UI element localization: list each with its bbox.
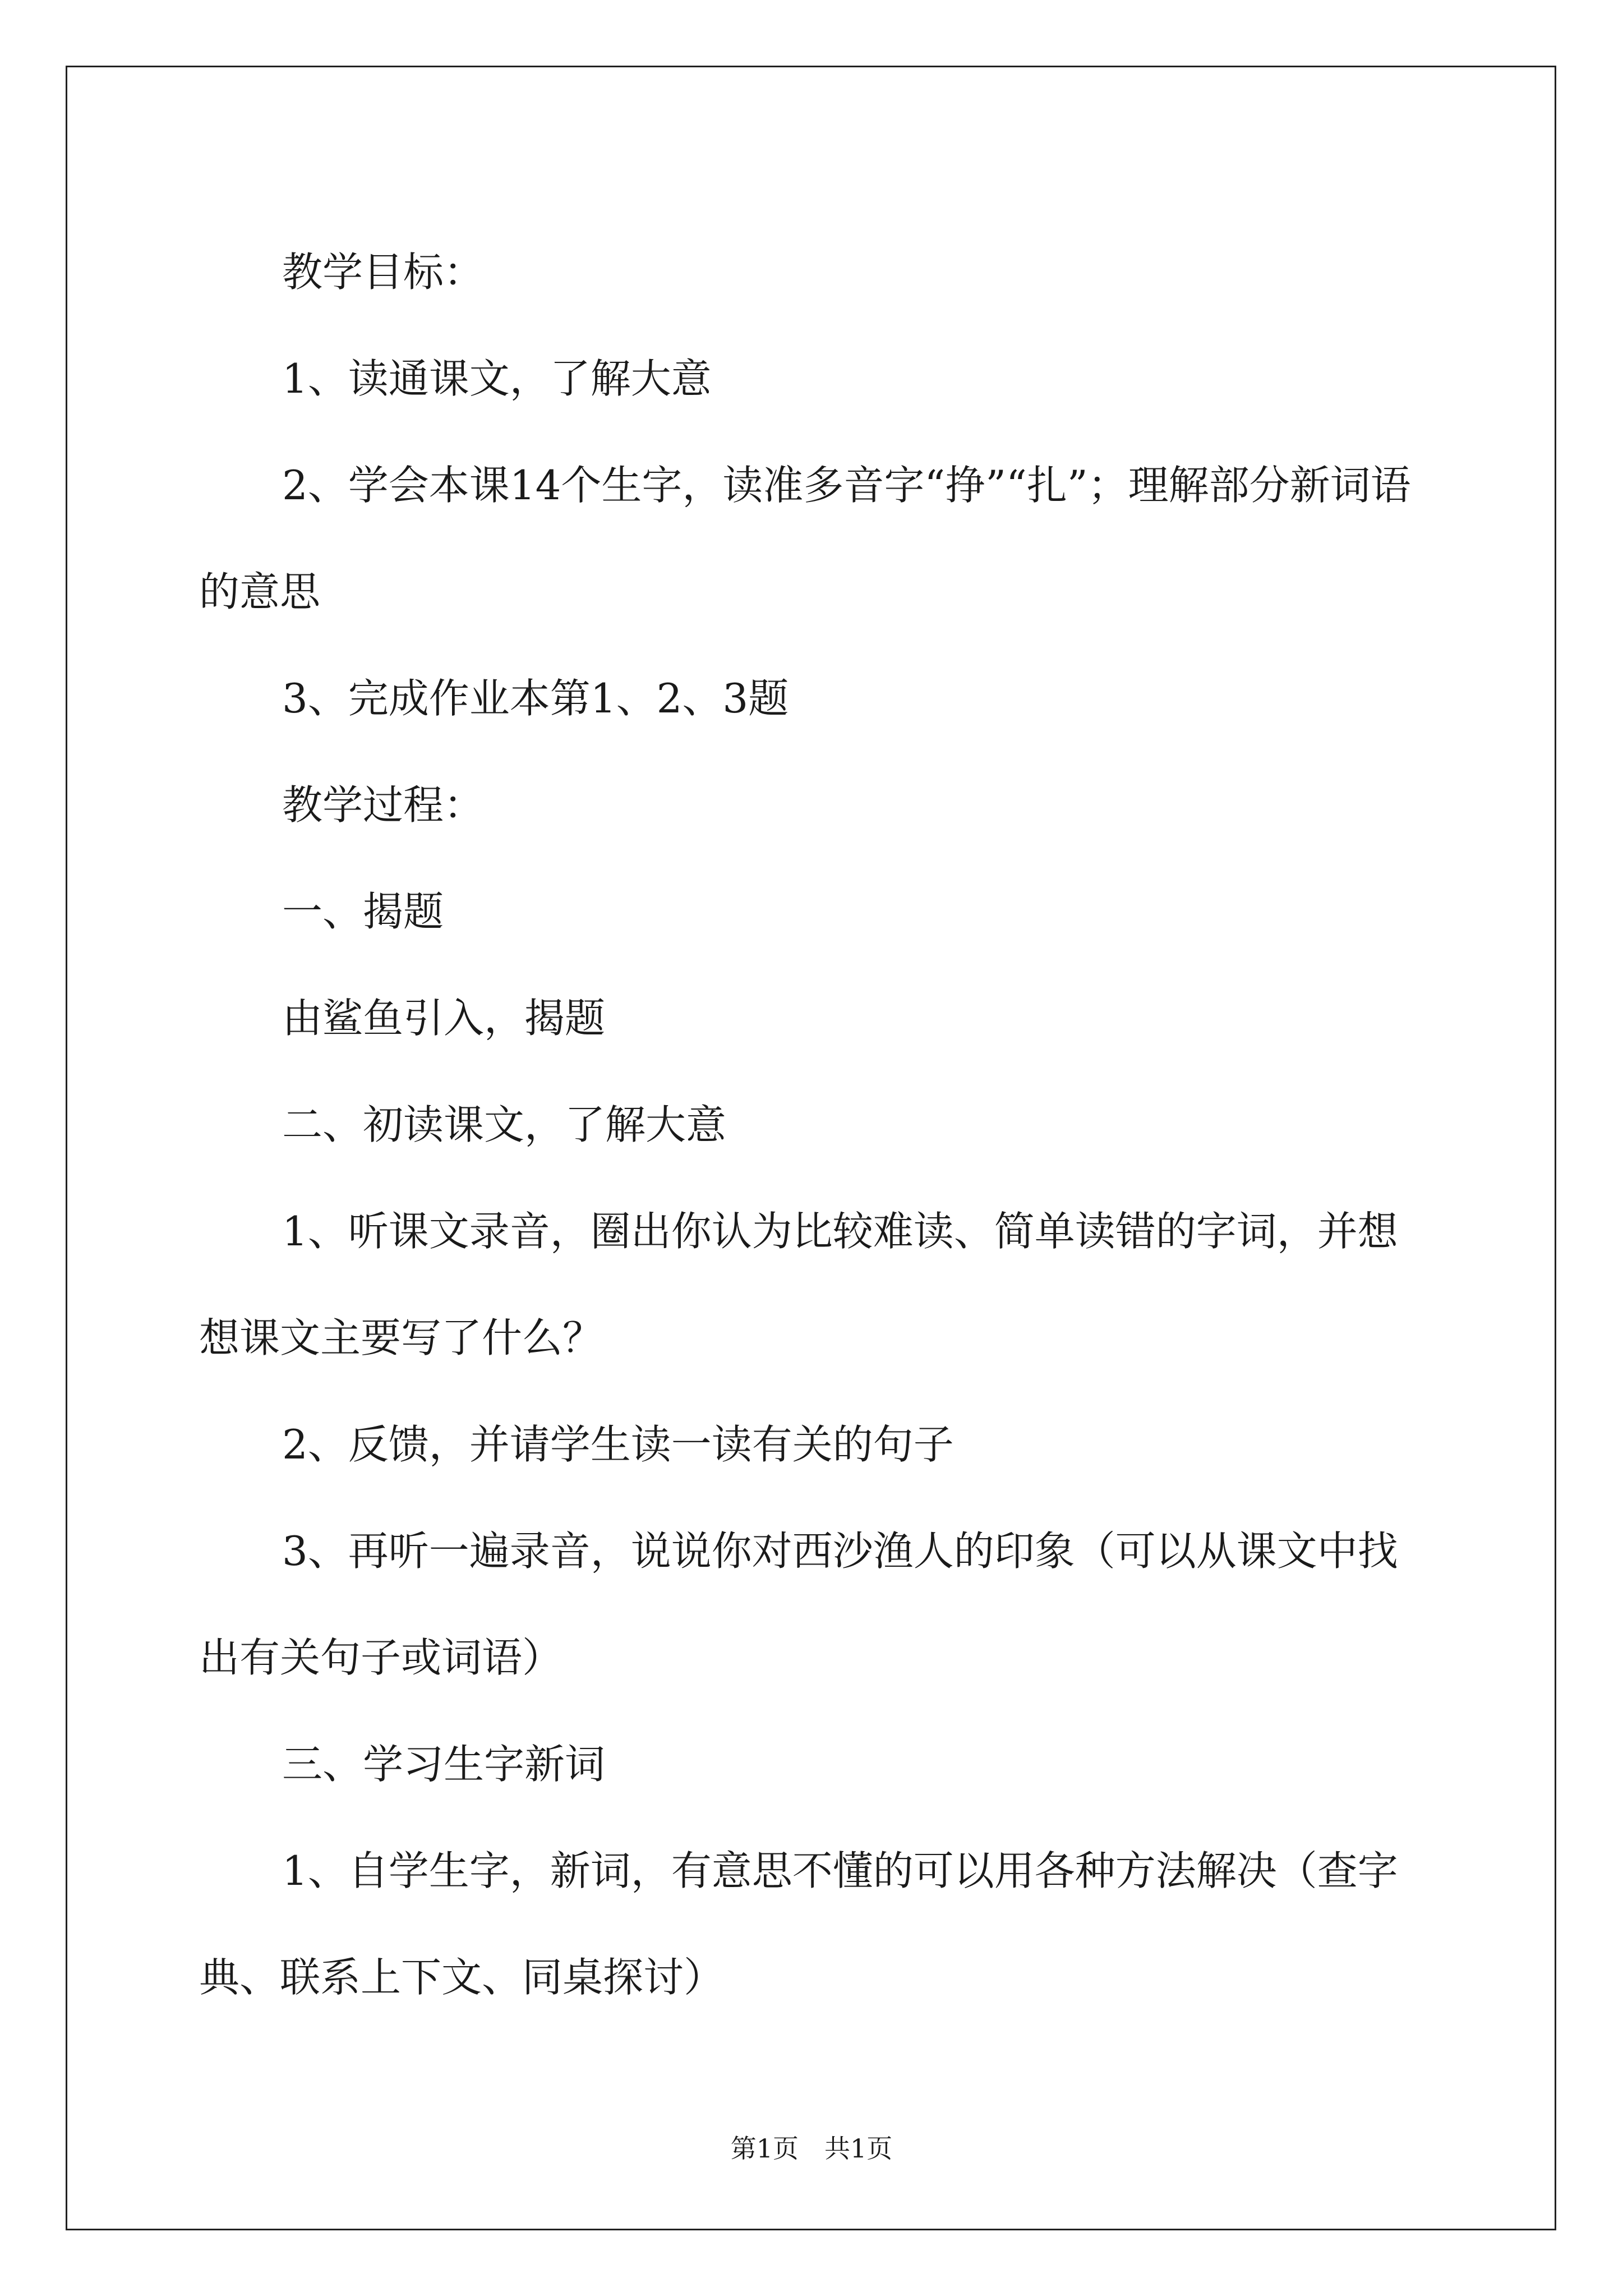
- step-3-item-1: 1、自学生字，新词，有意思不懂的可以用各种方法解决（查字典、联系上下文、同桌探讨）: [199, 1847, 1398, 2001]
- document-body: [199, 219, 1424, 2031]
- objective-item-1: 1、读通课文，了解大意: [282, 355, 712, 402]
- step-1-text: 由鲨鱼引入，揭题: [282, 995, 606, 1042]
- step-2-item-1: 1、听课文录音，圈出你认为比较难读、简单读错的字词，并想想课文主要写了什么？: [199, 1208, 1398, 1361]
- step-2-item-3: 3、再听一遍录音，说说你对西沙渔人的印象（可以从课文中找出有关句子或词语）: [199, 1527, 1398, 1681]
- section-heading-process: 教学过程：: [282, 781, 485, 829]
- section-heading-objectives: 教学目标：: [282, 249, 485, 296]
- step-heading-1: 一、揭题: [282, 888, 444, 935]
- step-heading-2: 二、初读课文，了解大意: [282, 1101, 727, 1148]
- step-2-item-2: 2、反馈，并请学生读一读有关的句子: [282, 1421, 954, 1468]
- objective-item-3: 3、完成作业本第1、2、3题: [282, 675, 789, 722]
- objective-item-2: 2、学会本课14个生字，读准多音字“挣”“扎”；理解部分新词语的意思: [199, 462, 1411, 615]
- step-heading-3: 三、学习生字新词: [282, 1741, 606, 1788]
- page-footer: 第1页 共1页: [730, 2133, 893, 2164]
